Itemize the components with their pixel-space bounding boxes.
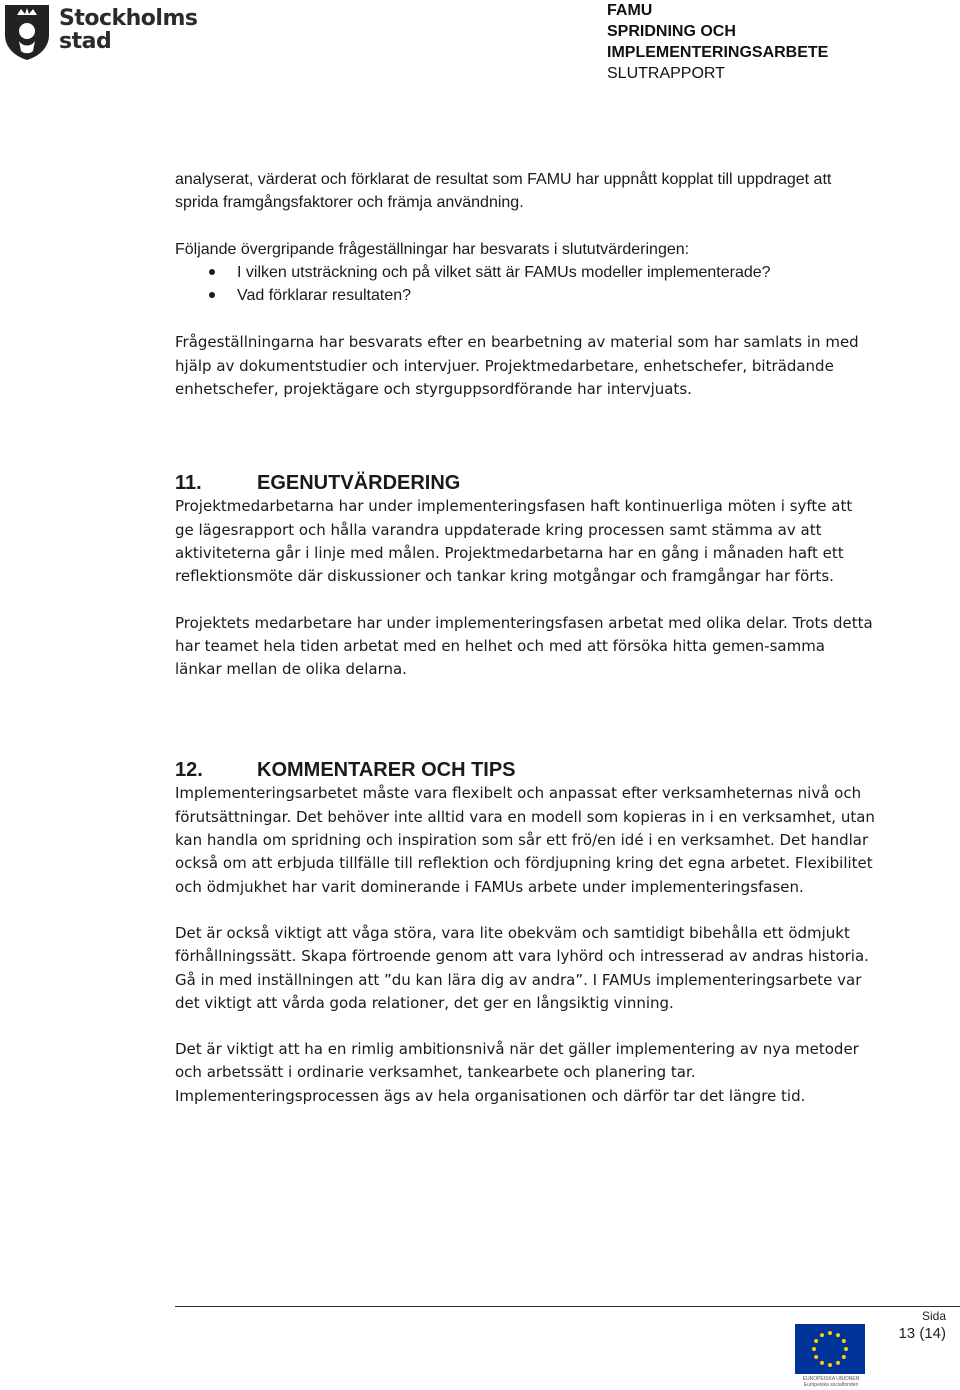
header-line-3: IMPLEMENTERINGSARBETE — [607, 44, 829, 61]
page-number: 13 (14) — [898, 1325, 946, 1342]
eu-star — [812, 1347, 816, 1351]
header-line-1: FAMU — [607, 2, 653, 19]
eu-star — [828, 1363, 832, 1367]
header-line-2: SPRIDNING OCH — [607, 23, 736, 40]
header-line-4: SLUTRAPPORT — [607, 65, 725, 82]
eu-star — [842, 1339, 846, 1343]
eu-star — [820, 1361, 824, 1365]
method-paragraph: Frågeställningarna har besvarats efter en bearbetning av material som har samlats in med hjälp av dokumentstudier och intervjuer. Projektmedarbetare, enhetschefer, biträdande enhetschefer, projektägare och styrguppsordförande har intervjuats. — [175, 333, 859, 399]
eu-star — [828, 1331, 832, 1335]
list-item: Vad förklarar resultaten? — [175, 284, 875, 307]
eu-star — [836, 1361, 840, 1365]
section-11-title: EGENUTVÄRDERING — [257, 472, 461, 495]
page-label: Sida — [921, 1309, 946, 1323]
eu-caption-line-2: Europeiska socialfonden — [803, 1382, 859, 1388]
eu-star — [836, 1333, 840, 1337]
section-11-number: 11. — [175, 472, 202, 495]
eu-star — [844, 1347, 848, 1351]
eu-star — [814, 1355, 818, 1359]
document-header — [607, 0, 828, 84]
section-11-paragraph-2: Projektets medarbetare har under implementeringsfasen arbetat med olika delar. Trots detta har teamet hela tiden arbetat med en helhet och med att försöka hitta gemen-samma länkar mellan de olika delarna. — [175, 613, 873, 679]
page-content — [175, 168, 875, 1108]
questions-lead: Följande övergripande frågeställningar har besvarats i slututvärderingen: — [175, 240, 690, 258]
section-12-heading — [175, 758, 875, 782]
intro-paragraph: analyserat, värderat och förklarat de resultat som FAMU har uppnått kopplat till uppdraget att sprida framgångsfaktorer och främja användning. — [175, 171, 832, 212]
logo-wordmark — [59, 7, 197, 53]
section-12-paragraph-2: Det är också viktigt att våga störa, vara lite obekväm och samtidigt bibehålla ett ödmjukt förhållningssätt. Skapa förtroende genom att vara lyhörd och intresserad av andras historia. Gå in med inställningen att ”du kan lära dig av andra”. I FAMUs implementeringsarbete var det viktigt att vårda goda relationer, det ger en långsiktig vinning. — [175, 923, 869, 1012]
section-12-title: KOMMENTARER OCH TIPS — [257, 759, 516, 782]
stockholms-stad-logo — [3, 3, 198, 61]
footer-divider — [175, 1306, 960, 1307]
section-12-number: 12. — [175, 759, 203, 782]
eu-star — [842, 1355, 846, 1359]
section-12-paragraph-3: Det är viktigt att ha en rimlig ambitionsnivå när det gäller implementering av nya metoder och arbetssätt i ordinarie verksamhet, tankearbete och planering tar. Implementeringsprocessen ägs av hela organisationen och därför tar det längre tid. — [175, 1040, 859, 1105]
questions-list — [175, 261, 875, 308]
logo-line-2: stad — [59, 29, 112, 54]
section-11-paragraph-1: Projektmedarbetarna har under implementeringsfasen haft kontinuerliga möten i syfte att ge lägesrapport och hålla varandra uppdaterade kring processen samt stämma av att aktiviteterna går i linje med målen. Projektmedarbetarna har en gång i månaden haft ett reflektionsmöte där diskussioner och tankar kring motgångar och framgångar har förts. — [175, 497, 853, 586]
eu-star — [820, 1333, 824, 1337]
list-item: I vilken utsträckning och på vilket sätt är FAMUs modeller implementerade? — [175, 261, 875, 284]
eu-caption — [790, 1376, 872, 1388]
eu-flag-icon — [795, 1324, 865, 1374]
eu-caption-line-1: EUROPEISKA UNIONEN — [802, 1376, 860, 1382]
section-12-paragraph-1: Implementeringsarbetet måste vara flexibelt och anpassat efter verksamheternas nivå och förutsättningar. Det behöver inte alltid vara en modell som kopieras in i en verksamhet, utan kan handla om spridning och inspiration som sår ett frö/en idé i en verksamhet. Det handlar också om att erbjuda tillfälle till reflektion och fördjupning kring det egna arbetet. Flexibilitet och ödmjukhet har varit dominerande i FAMUs arbete under implementeringsfasen. — [175, 784, 875, 896]
eu-star — [814, 1339, 818, 1343]
logo-line-1: Stockholms — [59, 6, 198, 31]
section-11-heading — [175, 471, 875, 495]
crown-shield-icon — [3, 3, 51, 61]
